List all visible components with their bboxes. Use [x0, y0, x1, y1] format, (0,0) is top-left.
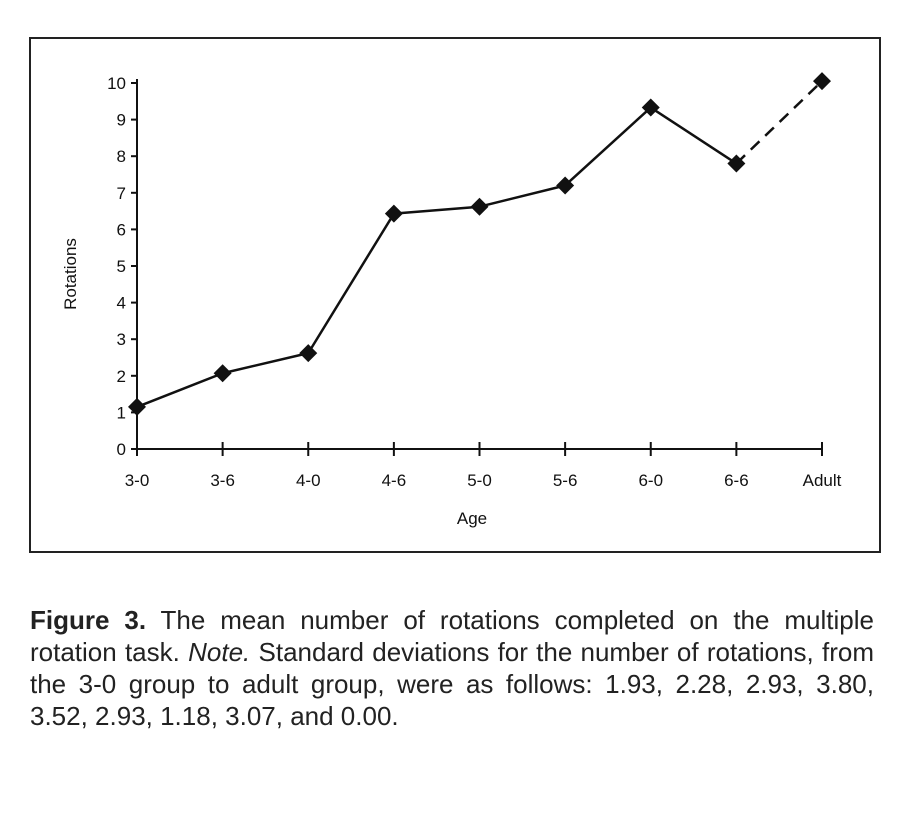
x-tick-label: 5-0	[467, 471, 492, 490]
line-chart	[31, 39, 883, 555]
series-line	[137, 81, 822, 407]
data-markers	[128, 72, 831, 416]
y-axis-ticks	[107, 74, 137, 459]
y-tick-label: 8	[116, 147, 126, 167]
y-tick-label: 5	[116, 257, 126, 276]
y-tick-label: 3	[116, 330, 126, 350]
axes	[137, 79, 822, 449]
data-point	[128, 398, 146, 416]
x-tick-label: 6-6	[724, 471, 749, 490]
x-tick-label: 5-6	[552, 471, 578, 490]
data-point	[214, 364, 232, 382]
data-point	[471, 198, 489, 216]
chart-frame	[29, 37, 881, 553]
y-tick-label: 7	[116, 183, 126, 203]
x-tick-label: 4-6	[381, 471, 407, 490]
data-point	[299, 344, 317, 362]
data-point	[385, 205, 403, 223]
x-axis-label: Age	[456, 509, 488, 528]
caption-note-label: Note.	[188, 637, 251, 667]
series-solid-line	[137, 108, 736, 407]
y-tick-label: 10	[107, 74, 126, 93]
y-tick-label: 6	[116, 220, 126, 240]
series-dashed-segment	[736, 81, 822, 163]
y-tick-label: 9	[116, 110, 126, 130]
caption-note-text: Standard deviations for the number of rotations, from the 3-0 group to adult group, were as follows: 1.93, 2.28, 2.93, 3.80, 3.52, 2.93, 1.18, 3.07, and 0.00.	[30, 637, 874, 731]
x-tick-label: 3-6	[210, 471, 235, 490]
y-axis-label: Rotations	[61, 238, 80, 310]
caption-label: Figure 3.	[30, 605, 147, 635]
y-tick-label: 1	[116, 403, 126, 423]
x-tick-label: Adult	[802, 471, 842, 490]
x-tick-label: 6-0	[638, 471, 664, 490]
y-tick-label: 2	[116, 366, 126, 386]
caption-text: The mean number of rotations completed on the multiple rotation task.	[30, 605, 874, 667]
y-tick-label: 0	[116, 440, 126, 459]
x-tick-label: 3-0	[124, 471, 150, 490]
y-tick-label: 4	[116, 293, 126, 313]
x-tick-label: 4-0	[295, 471, 321, 490]
figure-caption	[30, 604, 874, 732]
